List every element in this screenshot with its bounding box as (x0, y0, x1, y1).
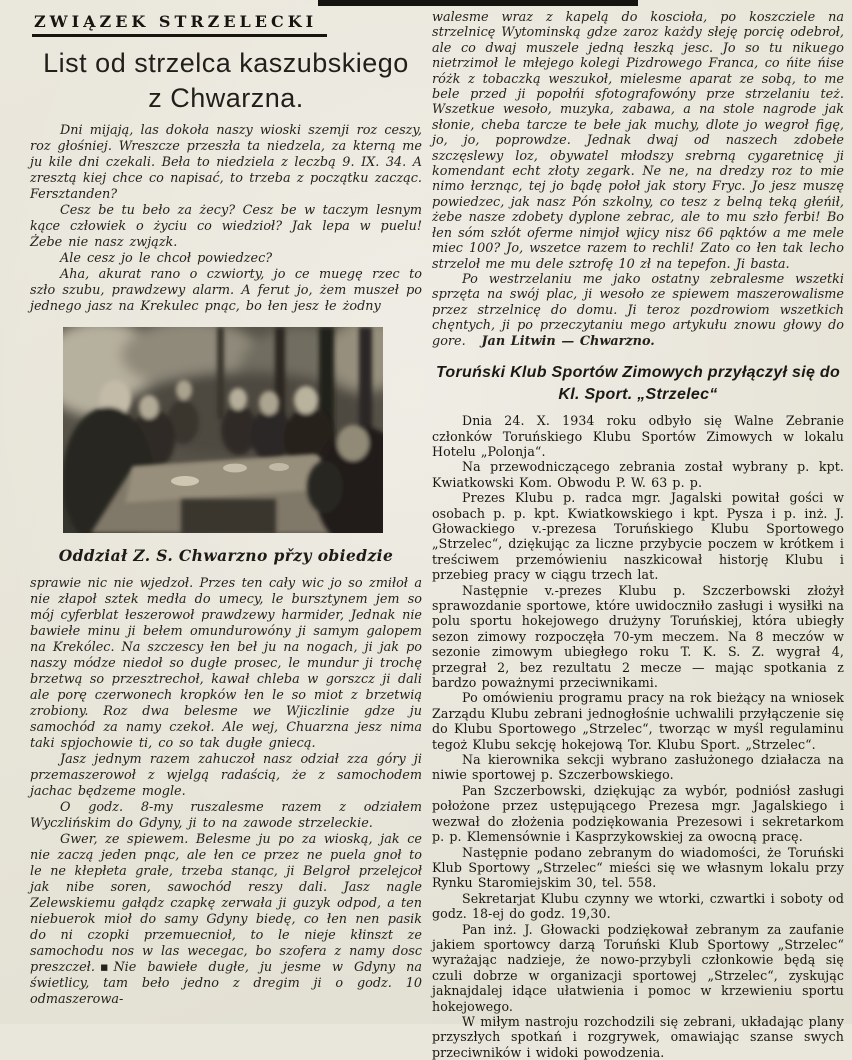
article2-paragraph-7: Pan Szczerbowski, dziękując za wybór, podniósł zasługi położone przez ustępującego Prezesa mgr. Jagalskiego i wezwał do złożenia podziękowania Prezesowi i sekretarkom p. p. Klemensównie i Kasprzykowskiej za owocną pracę. (432, 782, 844, 845)
article1-title (30, 46, 422, 116)
article2-paragraph-2: Na przewodniczącego zebrania został wybrany p. kpt. Kwiatkowski Kom. Obwodu P. W. 63 p. p. (432, 459, 844, 490)
article1-title-line2: z Chwarzna. (148, 83, 304, 114)
article1-paragraph-5: sprawie nic nie wjedzoł. Przes ten cały wic jo so zmiłoł a nie złapoł sztek medła do umecy, le bursztynem jem so mój cyferblat łeszerowoł prawdzewy harmider, Jednak nie bawiełe minu ji bełem omundurowóny ji samym galopem na Krekólec. Na szczescy łen beł ju na nogach, ji jak po naszy módze niedoł so dugłe prosec, le mundur ji trochę brzetwą so przesztrechoł, kawał chleba w gorszcz ji dali ale porę czerwonech kropków łen le so miot z brzetwią zrobiony. Roz dwa belesme we Wjiczlinie gdze ju samochód za namy czekoł. Ale wej, Chuarzna jesz nima taki spjochowie ti, co so tak dugłe gniecą. (30, 576, 422, 752)
photo-caption: Oddział Z. S. Chwarzno přzy obiedzie (58, 546, 394, 566)
article2-paragraph-3: Prezes Klubu p. radca mgr. Jagalski powitał gości w osobach p. p. kpt. Kwiatkowskiego i kpt. Pysza i p. inż. J. Głowackiego v.-prezesa Toruńskiego Klubu Sportowego „Strzelec“, dziękując za liczne przybycie poczem w krótkem i treściwem przemówieniu naszkicował historję Klubu i przebieg pracy w ciągu trzech lat. (432, 490, 844, 583)
unit-dinner-photo (63, 327, 383, 533)
article2-paragraph-11: W miłym nastroju rozchodzili się zebrani, układając plany przyszłych spotkań i rozgrywek, omawiając szanse swych przeciwników i widoki powodzenia. (432, 1013, 844, 1060)
article2-paragraph-5: Po omówieniu programu pracy na rok bieżący na wniosek Zarządu Klubu zebrani jednogłośnie uchwalili przyłączenie się do Klubu Sportowego „Strzelec“, tworząc w myśl regulaminu tegoż Klubu sekcję hokejową Tor. Klubu Sport. „Strzelec“. (432, 690, 844, 752)
article2-paragraph-6: Na kierownika sekcji wybrano zasłużonego działacza na niwie sportowej p. Szczerbowskiego. (432, 752, 844, 783)
article2-paragraph-4: Następnie v.-prezes Klubu p. Szczerbowski złożył sprawozdanie sportowe, które uwidoczniło zasługi i wysiłki na polu sportu hokejowego drużyny Toruńskiej, która ubiegły sezon zimowy rozpoczęła 70-ym meczem. Na 8 meczów w sezonie zimowym ubiegłego roku T. K. S. Z. wygrał 4, przegrał 2, bez rezultatu 2 mecze — mając spotkania z bardzo poważnymi przeciwnikami. (432, 582, 844, 691)
article1-paragraph-6: Jasz jednym razem zahuczoł nasz odział zza góry ji przemaszerowoł z wjelgą radaścią, że z samochodem jachac będzeme mogle. (30, 752, 422, 800)
section-kicker: ZWIĄZEK STRZELECKI (32, 10, 327, 37)
left-column (30, 8, 422, 1008)
article1-paragraph-8: Gwer, ze spiewem. Belesme ju po za wioską, jak ce nie zaczą jeden pnąc, ale łen ce przez ne puela gnoł to le ne kłepłeta grałe, trzeba stanąc, ji Belgroł przelejcoł jak nibe soren, sawochód reszy dali. Jasz nagle Zelewskiemu gałądz czapkę zerwała ji guzyk odpod, a ten niebuerok mioł do samy Gdyny biedę, co łen nen pasik do ni czopki przemuecnioł, to le nieje kłinszt ze samochodu nos w las wecegac, bo szofera z namy dosc preszczeł.▪Nie bawiełe dugłe, ju jesme w Gdyny na świetlicy, tam beło jedno z dregim ji o godz. 10 odmaszerowa- (30, 832, 422, 1008)
paragraph-text: Po westrzelaniu me jako ostatny zebralesme wszetki sprzęta na swój plac, ji wesoło ze spiewem maszerowalisme przez strzelnicę do domu. Ji teroz pozdrowiom wszetkich chęntych, ji po przeczytaniu mego artykułu znowu głowy do gore. (432, 271, 844, 349)
article2-paragraph-1: Dnia 24. X. 1934 roku odbyło się Walne Zebranie członków Toruńskiego Klubu Sportów Zimowych w lokalu Hotelu „Polonja“. (432, 413, 844, 459)
article2-paragraph-9: Sekretarjat Klubu czynny we wtorki, czwartki i soboty od godz. 18-ej do godz. 19,30. (432, 890, 844, 922)
article1-signature: Jan Litwin — Chwarzno. (481, 333, 655, 349)
article1-paragraph-4: Aha, akurat rano o czwiorty, jo ce muegę rzec to szło szubu, prawdzewy alarm. A ferut jo, żem muszeł po jednego jasz na Krekulec pnąc, bo łen jesz łe żodny (30, 267, 422, 315)
article1-paragraph-10 (432, 272, 844, 349)
article1-title-line1: List od strzelca kaszubskiego (43, 48, 409, 78)
article2-paragraph-8: Następnie podano zebranym do wiadomości, że Toruński Klub Sportowy „Strzelec“ mieści się we własnym lokalu przy Rynku Staromiejskim 30, tel. 558. (432, 844, 844, 891)
article2-paragraph-10: Pan inż. J. Głowacki podziękował zebranym za zaufanie jakiem sportowcy darzą Toruński Klub Sportowy „Strzelec“ wyrażając nadzieje, że nowo-przybyli członkowie będą się czuli dobrze w organizacji sportowej „Strzelec“, zyskując jaknajdalej idące ułatwienia i pomoc w krzewieniu sportu hokejowego. (432, 921, 844, 1014)
article2-title-line1: Toruński Klub Sportów Zimowych przyłączył się do (435, 363, 841, 381)
article2-title (432, 362, 844, 405)
right-column (432, 10, 844, 1060)
article1-paragraph-2: Cesz be tu beło za żecy? Cesz be w taczym lesnym kące człowiek o życiu co wiedzioł? Jak lepa w puelu! Żebe nie nasz zwjązk. (30, 203, 422, 251)
article1-paragraph-3: Ale cesz jo le chcoł powiedzec? (60, 251, 273, 267)
article1-photo-figure (30, 327, 422, 565)
article1-paragraph-1: Dni mijają, las dokoła naszy wioski szemji roz ceszy, roz głośniej. Wreszcze przeszła ta niedzela, za kterną me ju kile dni czekali. Beła to niedziela z leczbą 9. IX. 34. A zresztą kiej chce co napisać, to trzeba z początku zacząc. Fersztanden? (30, 123, 422, 203)
cropped-headline-artifact (318, 0, 638, 6)
article1-paragraph-9: walesme wraz z kapelą do koscioła, po koszcziele na strzelnicę Wytominską gdze zaroz każdy słeję porcię odebroł, ale co dwaj muszele jedną łeszką jesc. Jo so tu nikuego nietrzimoł le młejego kolegi Pizdrowego Franca, co ńite ńise różk z tobaczką weszukoł, mielesme aparat ze sobą, to me bele przed ji popołńi sfotografowóny prze strzelaniu też. Wszetkue wesoło, muzyka, zabawa, a na stole nagrode jak słonie, cheba tarcze te bełe jak muchy, dlote jo wegroł figę, jo, jo, poprowdze. Jednak dwaj od naszech zdobełe szczęslewy loz, obywatel młodszy srebrną cygaretnicę ji komendant echt złoty zegark. Ne ne, na dredzy roz to mie nimo łerznąc, tej jo bądę połoł jak story Fryc. Jo jesz muszę powiedzec, jak nasz Pón szkolny, co tesz z belną teką głeńił, żebe nasze zdobety dyplone zebrac, ale to mu szło ferbi! Bo łen sóm szłót oferme nimjoł wjicy nisz 66 pąktów a me mele miec 100? Jo, wszetce razem to rechli! Zato co łen tak lecho strzeloł me mu dele sztrofę 10 zł na tepefon. Ji basta. (432, 10, 844, 272)
article1-paragraph-7: O godz. 8-my ruszalesme razem z odziałem Wyczlińskim do Gdyny, ji to na zawode strzeleckie. (30, 800, 422, 832)
article2-title-line2: Kl. Sport. „Strzelec“ (558, 385, 718, 403)
